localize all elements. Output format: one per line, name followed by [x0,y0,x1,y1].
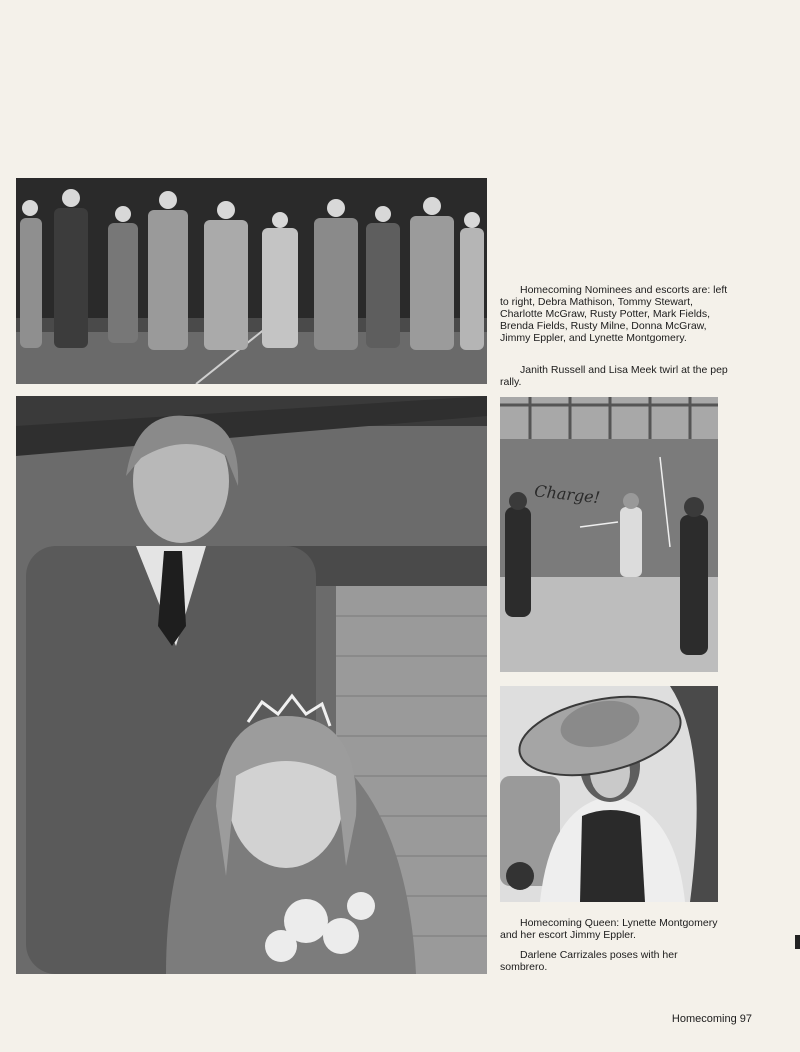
nominees-group-photo [16,178,487,384]
nominees-caption: Homecoming Nominees and escorts are: left to right, Debra Mathison, Tommy Stewart, Charlotte McGraw, Rusty Potter, Mark Fields, Brenda Fields, Rusty Milne, Donna McGraw, Jimmy Eppler, and Lynette Montgomery. [500,284,728,344]
pep-rally-twirlers-photo [500,397,718,672]
page-folio: Homecoming 97 [671,1013,752,1025]
queen-and-escort-photo [16,396,487,974]
queen-caption: Homecoming Queen: Lynette Montgomery and her escort Jimmy Eppler. [500,917,718,941]
sombrero-photo [500,686,718,902]
gym-banner-text: Charge! [533,481,602,508]
pep-rally-caption: Janith Russell and Lisa Meek twirl at the pep rally. [500,364,728,388]
page-edge-mark [795,935,800,949]
sombrero-caption: Darlene Carrizales poses with her sombrero. [500,949,678,973]
